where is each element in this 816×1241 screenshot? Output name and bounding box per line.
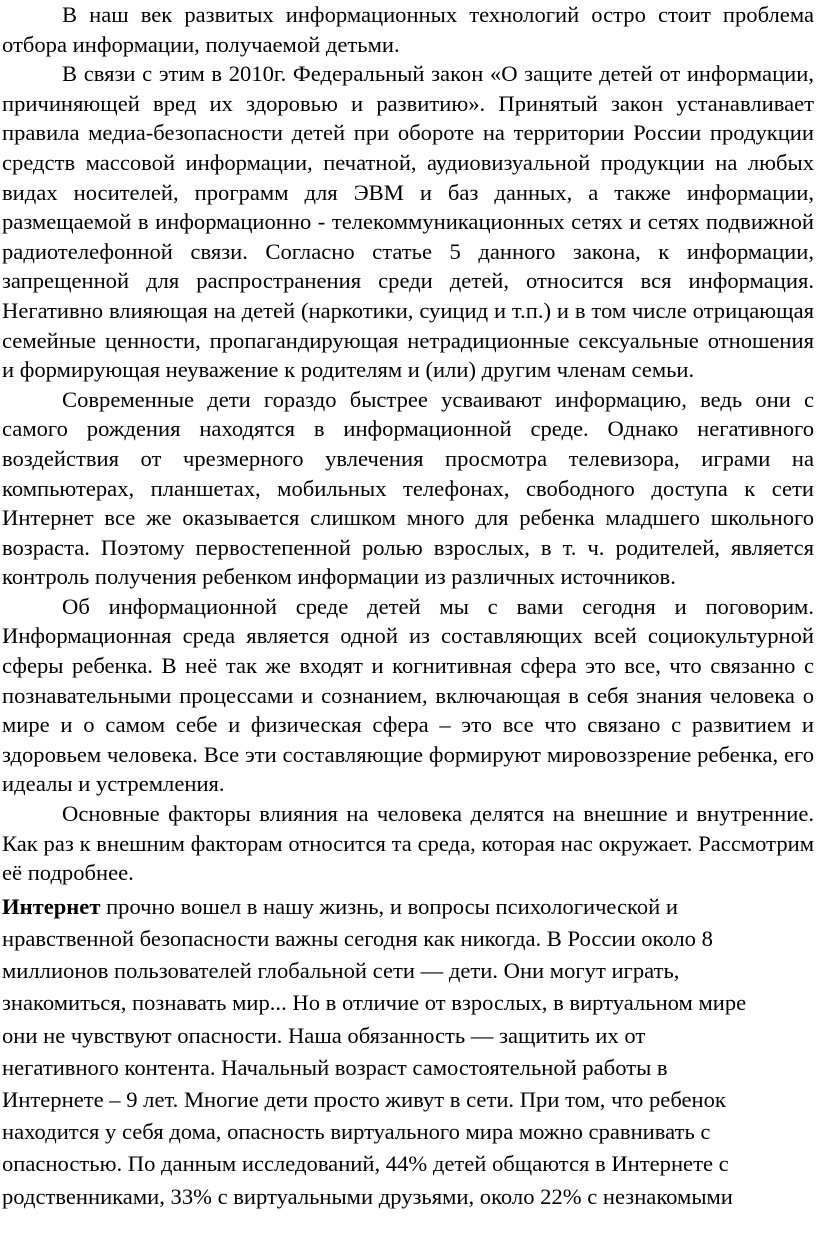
internet-line: миллионов пользователей глобальной сети — дети. Они могут играть,	[2, 958, 680, 984]
internet-section	[2, 888, 814, 1213]
paragraph-modern-children: Современные дети гораздо быстрее усваивают информацию, ведь они с самого рождения находятся в информационной среде. Однако негативного воздействия от чрезмерного увлечения просмотра телевизора, играми на компьютерах, планшетах, мобильных телефонах, свободного доступа к сети Интернет все же оказывается слишком много для ребенка младшего школьного возраста. Поэтому первостепенной ролью взрослых, в т. ч. родителей, является контроль получения ребенком информации из различных источников.	[2, 386, 814, 590]
paragraph-information-environment: Об информационной среде детей мы с вами сегодня и поговорим. Информационная среда является одной из составляющих всей социокультурной сферы ребенка. В неё так же входят и когнитивная сфера это все, что связанно с познавательными процессами и сознанием, включающая в себя знания человека о мире и о самом себе и физическая сфера – это все что связано с развитием и здоровьем человека. Все эти составляющие формируют мировоззрение ребенка, его идеалы и устремления.	[2, 593, 814, 797]
internet-line: негативного контента. Начальный возраст самостоятельной работы в	[2, 1054, 668, 1080]
internet-line: находится у себя дома, опасность виртуального мира можно сравнивать с	[2, 1119, 711, 1145]
internet-line: родственниками, 33% с виртуальными друзьями, около 22% с незнакомыми	[2, 1183, 733, 1209]
internet-line: они не чувствуют опасности. Наша обязанность — защитить их от	[2, 1022, 646, 1048]
internet-line: нравственной безопасности важны сегодня как никогда. В России около 8	[2, 926, 713, 952]
paragraph-influence-factors: Основные факторы влияния на человека делятся на внешние и внутренние. Как раз к внешним факторам относится та среда, которая нас окружает. Рассмотрим её подробнее.	[2, 801, 814, 886]
paragraph-intro: В наш век развитых информационных технологий остро стоит проблема отбора информации, получаемой детьми.	[2, 2, 814, 57]
internet-line	[2, 891, 814, 923]
document-page	[2, 0, 814, 1213]
paragraph-federal-law: В связи с этим в 2010г. Федеральный закон «О защите детей от информации, причиняющей вред их здоровью и развитию». Принятый закон устанавливает правила медиа-безопасности детей при обороте на территории России продукции средств массовой информации, печатной, аудиовизуальной продукции на любых видах носителей, программ для ЭВМ и баз данных, а также информации, размещаемой в информационно - телекоммуникационных сетях и сетях подвижной радиотелефонной связи. Согласно статье 5 данного закона, к информации, запрещенной для распространения среди детей, относится вся информация. Негативно влияющая на детей (наркотики, суицид и т.п.) и в том числе отрицающая семейные ценности, пропагандирующая нетрадиционные сексуальные отношения и формирующая неуважение к родителям и (или) другим членам семьи.	[2, 61, 814, 383]
internet-line: опасностью. По данным исследований, 44% детей общаются в Интернете с	[2, 1151, 729, 1177]
internet-line: Интернете – 9 лет. Многие дети просто живут в сети. При том, что ребенок	[2, 1087, 726, 1113]
internet-bold-lead: Интернет	[2, 893, 101, 919]
internet-line-text: прочно вошел в нашу жизнь, и вопросы психологической и	[100, 893, 679, 919]
internet-line: знакомиться, познавать мир... Но в отличие от взрослых, в виртуальном мире	[2, 990, 747, 1016]
